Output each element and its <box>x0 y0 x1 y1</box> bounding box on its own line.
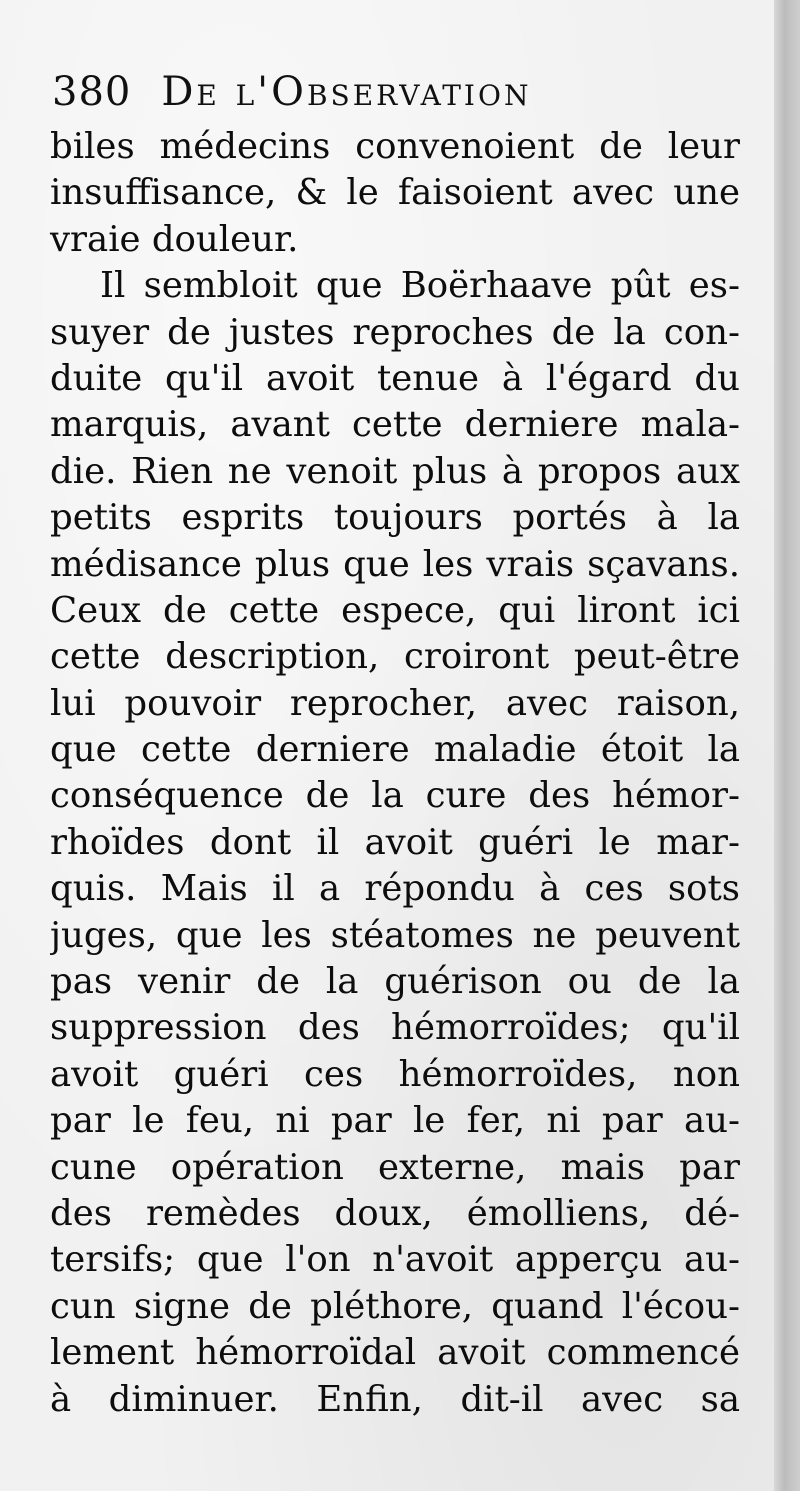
text-line: cun signe de pléthore, quand l'écou- <box>50 1285 740 1327</box>
text-line: suppression des hémorroïdes; qu'il <box>50 1007 740 1049</box>
text-line: insuffisance, & le faisoient avec une <box>50 172 740 214</box>
text-line: biles médecins convenoient de leur <box>50 126 740 167</box>
text-line: à diminuer. Enfin, dit-il avec sa <box>50 1378 740 1420</box>
text-line: pas venir de la guérison ou de la <box>50 961 740 1003</box>
text-line: lui pouvoir reprocher, avec raison, <box>50 682 740 724</box>
text-line: conséquence de la cure des hémor- <box>50 775 740 817</box>
text-line: die. Rien ne venoit plus à propos aux <box>50 450 740 492</box>
text-line: juges, que les stéatomes ne peuvent <box>50 914 740 956</box>
text-line: rhoïdes dont il avoit guéri le mar- <box>50 821 740 863</box>
text-line: marquis, avant cette derniere mala- <box>50 404 740 446</box>
text-line: Ceux de cette espece, qui liront ici <box>50 589 740 631</box>
page-number: 380 <box>52 69 132 115</box>
text-line: petits esprits toujours portés à la <box>50 497 740 539</box>
text-line: médisance plus que les vrais sçavans. <box>50 543 740 585</box>
text-line: vraie douleur. <box>50 218 299 260</box>
text-line: quis. Mais il a répondu à ces sots <box>50 868 740 910</box>
body-text <box>50 124 740 1423</box>
text-line: suyer de justes reproches de la con- <box>50 311 740 353</box>
text-line: que cette derniere maladie étoit la <box>50 729 740 771</box>
text-line: Il sembloit que Boërhaave pût es- <box>100 265 740 307</box>
text-line: des remèdes doux, émolliens, dé- <box>50 1192 740 1234</box>
text-line: duite qu'il avoit tenue à l'égard du <box>50 357 740 399</box>
page-edge-shadow <box>774 0 800 1491</box>
text-line: cette description, croiront peut-être <box>50 636 740 678</box>
text-line: avoit guéri ces hémorroïdes, non <box>50 1053 740 1095</box>
text-line: par le feu, ni par le fer, ni par au- <box>50 1100 740 1142</box>
text-line: tersifs; que l'on n'avoit apperçu au- <box>50 1239 740 1281</box>
text-line: cune opération externe, mais par <box>50 1146 740 1188</box>
text-line: lement hémorroïdal avoit commencé <box>50 1332 740 1374</box>
page-header <box>52 66 531 118</box>
running-title: De l'Observation <box>161 69 532 115</box>
